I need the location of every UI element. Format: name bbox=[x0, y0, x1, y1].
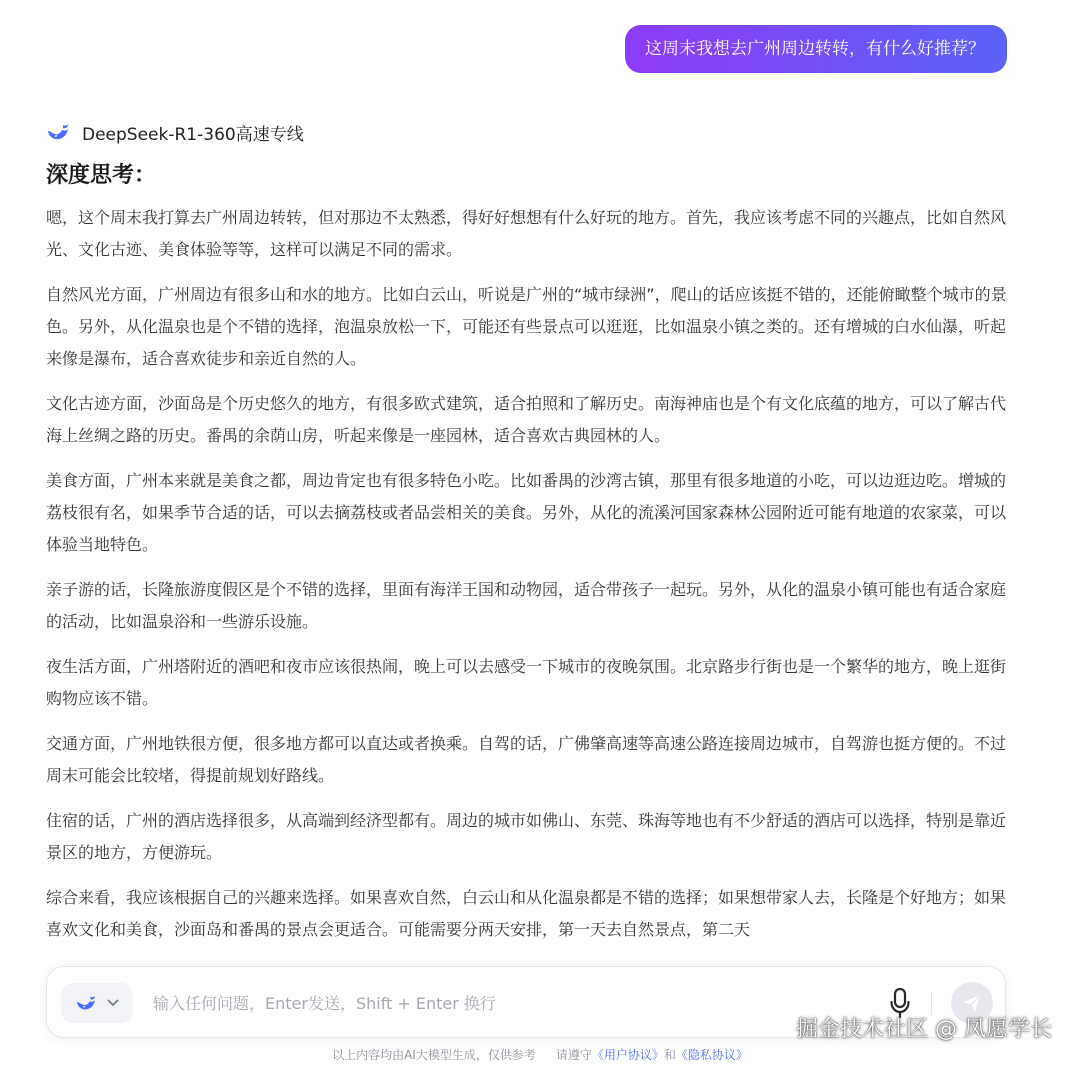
reasoning-paragraph: 住宿的话，广州的酒店选择很多，从高端到经济型都有。周边的城市如佛山、东莞、珠海等地也有不少舒适的酒店可以选择，特别是靠近景区的地方，方便游玩。 bbox=[46, 811, 1007, 862]
reasoning-content bbox=[46, 202, 1008, 968]
footer-disclaimer: 以上内容均由AI大模型生成，仅供参考 bbox=[332, 1048, 536, 1062]
footer-notice bbox=[0, 1046, 1080, 1063]
reasoning-paragraph: 亲子游的话，长隆旅游度假区是个不错的选择，里面有海洋王国和动物园，适合带孩子一起玩。另外，从化的温泉小镇可能也有适合家庭的活动，比如温泉浴和一些游乐设施。 bbox=[46, 580, 1007, 631]
chevron-down-icon bbox=[107, 999, 119, 1007]
watermark: 掘金技术社区 @ 凤愿学长 bbox=[796, 1017, 1052, 1042]
footer-and: 和 bbox=[663, 1048, 676, 1062]
reasoning-paragraph: 综合来看，我应该根据自己的兴趣来选择。如果喜欢自然，白云山和从化温泉都是不错的选择；如果想带家人去，长隆是个好地方；如果喜欢文化和美食，沙面岛和番禺的景点会更适合。可能需要分两天安排，第一天去自然景点，第二天 bbox=[46, 888, 1007, 939]
reasoning-paragraph: 美食方面，广州本来就是美食之都，周边肯定也有很多特色小吃。比如番禺的沙湾古镇，那里有很多地道的小吃，可以边逛边吃。增城的荔枝很有名，如果季节合适的话，可以去摘荔枝或者品尝相关的美食。另外，从化的流溪河国家森林公园附近可能有地道的农家菜，可以体验当地特色。 bbox=[46, 471, 1007, 554]
model-name: DeepSeek-R1-360高速专线 bbox=[82, 124, 304, 145]
reasoning-paragraph: 夜生活方面，广州塔附近的酒吧和夜市应该很热闹，晚上可以去感受一下城市的夜晚氛围。北京路步行街也是一个繁华的地方，晚上逛街购物应该不错。 bbox=[46, 657, 1007, 708]
prompt-input[interactable] bbox=[153, 987, 853, 1019]
assistant-message bbox=[46, 118, 1008, 968]
user-message-bubble: 这周末我想去广州周边转转，有什么好推荐？ bbox=[625, 25, 1007, 73]
reasoning-paragraph: 嗯，这个周末我打算去广州周边转转，但对那边不太熟悉，得好好想想有什么好玩的地方。首先，我应该考虑不同的兴趣点，比如自然风光、文化古迹、美食体验等等，这样可以满足不同的需求。 bbox=[46, 208, 1007, 259]
user-message-row bbox=[625, 25, 1007, 73]
thinking-title: 深度思考： bbox=[46, 163, 157, 188]
reasoning-paragraph: 文化古迹方面，沙面岛是个历史悠久的地方，有很多欧式建筑，适合拍照和了解历史。南海神庙也是个有文化底蕴的地方，可以了解古代海上丝绸之路的历史。番禺的余荫山房，听起来像是一座园林，适合喜欢古典园林的人。 bbox=[46, 394, 1007, 445]
user-agreement-link[interactable]: 《用户协议》 bbox=[591, 1048, 664, 1062]
reasoning-paragraph: 自然风光方面，广州周边有很多山和水的地方。比如白云山，听说是广州的“城市绿洲”，爬山的话应该挺不错的，还能俯瞰整个城市的景色。另外，从化温泉也是个不错的选择，泡温泉放松一下，可能还有些景点可以逛逛，比如温泉小镇之类的。还有增城的白水仙瀑，听起来像是瀑布，适合喜欢徒步和亲近自然的人。 bbox=[46, 285, 1007, 368]
privacy-agreement-link[interactable]: 《隐私协议》 bbox=[675, 1048, 748, 1062]
whale-logo-icon bbox=[75, 994, 97, 1012]
model-header bbox=[46, 118, 1008, 146]
send-icon bbox=[961, 992, 983, 1014]
footer-notice-text: 请遵守 bbox=[555, 1048, 592, 1062]
reasoning-paragraph: 交通方面，广州地铁很方便，很多地方都可以直达或者换乘。自驾的话，广佛肇高速等高速公路连接周边城市，自驾游也挺方便的。不过周末可能会比较堵，得提前规划好路线。 bbox=[46, 734, 1007, 785]
model-select-button[interactable] bbox=[61, 983, 133, 1023]
whale-logo-icon bbox=[46, 122, 70, 142]
